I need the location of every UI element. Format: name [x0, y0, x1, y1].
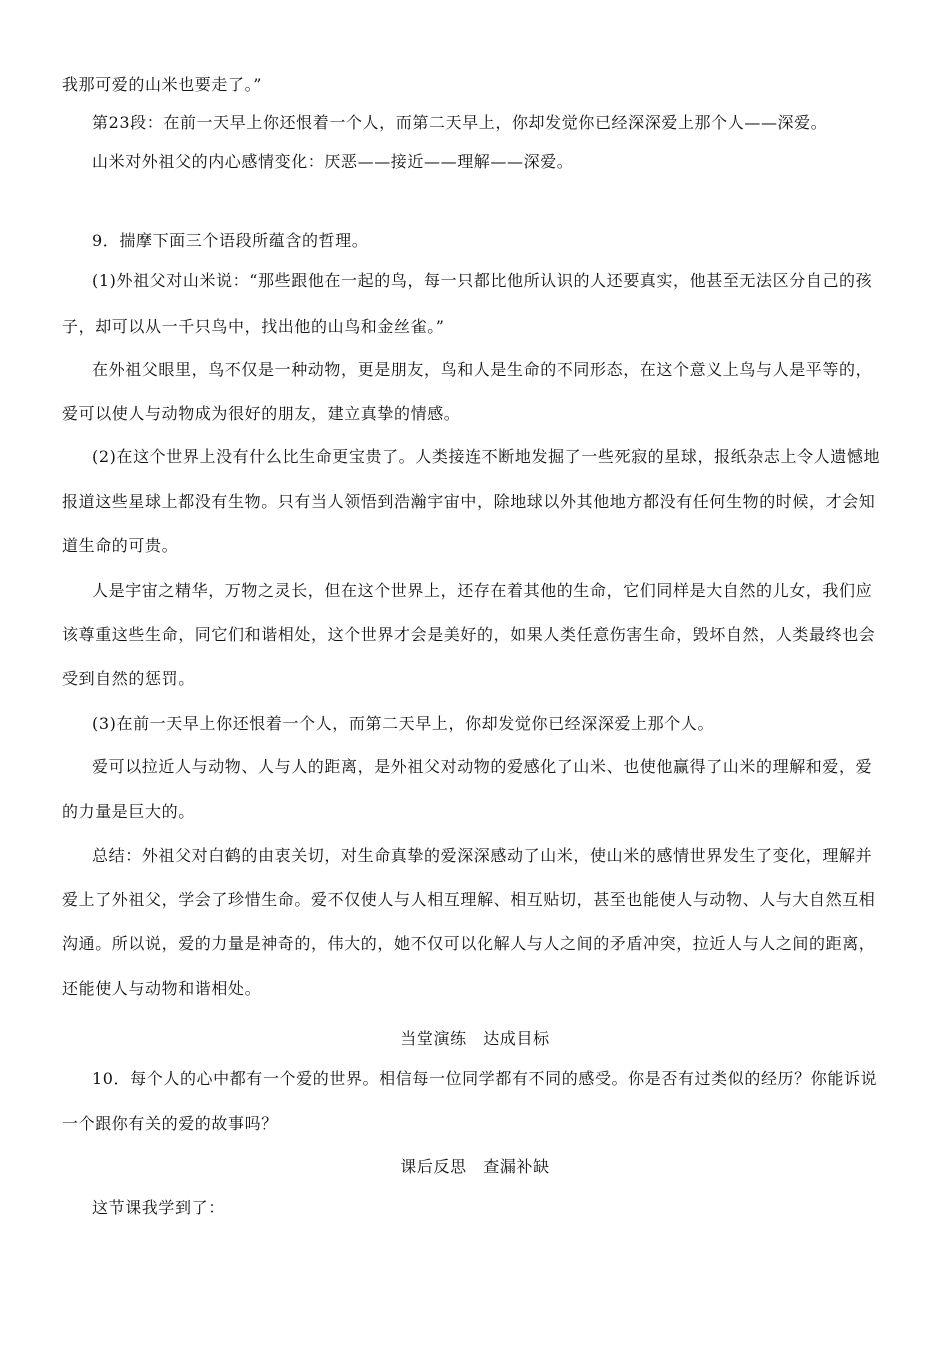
text-line: 受到自然的惩罚。: [62, 669, 195, 688]
text-line: 爱上了外祖父，学会了珍惜生命。爱不仅使人与人相互理解、相互贴切，甚至也能使人与动物、人与大自然互相: [62, 890, 876, 909]
text-line: (1)外祖父对山米说：“那些跟他在一起的鸟，每一只都比他所认识的人还要真实，他甚至无法区分自己的孩: [92, 271, 873, 290]
text-line: 的力量是巨大的。: [62, 802, 195, 821]
text-line: 道生命的可贵。: [62, 536, 179, 555]
text-line: 一个跟你有关的爱的故事吗？: [62, 1114, 278, 1133]
text-line: 该尊重这些生命，同它们和谐相处，这个世界才会是美好的，如果人类任意伤害生命，毁坏自然，人类最终也会: [62, 625, 876, 644]
text-line: 总结：外祖父对白鹤的由衷关切，对生命真挚的爱深深感动了山米，使山米的感情世界发生了变化，理解并: [92, 846, 873, 865]
text-line: 这节课我学到了：: [92, 1198, 225, 1217]
text-line: 山米对外祖父的内心感情变化：厌恶——接近——理解——深爱。: [92, 152, 574, 171]
question-10: 10．每个人的心中都有一个爱的世界。相信每一位同学都有不同的感受。你是否有过类似的经历？你能诉说: [92, 1069, 878, 1088]
text-line: 沟通。所以说，爱的力量是神奇的，伟大的，她不仅可以化解人与人之间的矛盾冲突，拉近人与人之间的距离，: [62, 934, 876, 953]
text-line: 报道这些星球上都没有生物。只有当人领悟到浩瀚宇宙中，除地球以外其他地方都没有任何生物的时候，才会知: [62, 492, 876, 511]
question-9: 9．揣摩下面三个语段所蕴含的哲理。: [92, 231, 369, 250]
text-line: 还能使人与动物和谐相处。: [62, 979, 262, 998]
section-heading: 课后反思 查漏补缺: [400, 1157, 550, 1176]
text-line: (2)在这个世界上没有什么比生命更宝贵了。人类接连不断地发掘了一些死寂的星球，报纸杂志上令人遗憾地: [92, 447, 881, 466]
text-line: (3)在前一天早上你还恨着一个人，而第二天早上，你却发觉你已经深深爱上那个人。: [92, 714, 715, 733]
text-line: 子，却可以从一千只鸟中，找出他的山鸟和金丝雀。”: [62, 317, 445, 336]
text-line: 人是宇宙之精华，万物之灵长，但在这个世界上，还存在着其他的生命，它们同样是大自然的儿女，我们应: [92, 581, 873, 600]
text-line: 我那可爱的山米也要走了。”: [62, 75, 262, 94]
text-line: 爱可以使人与动物成为很好的朋友，建立真挚的情感。: [62, 404, 461, 423]
text-line: 第23段：在前一天早上你还恨着一个人，而第二天早上，你却发觉你已经深深爱上那个人——深爱。: [92, 113, 828, 132]
text-line: 在外祖父眼里，鸟不仅是一种动物，更是朋友，鸟和人是生命的不同形态，在这个意义上鸟与人是平等的，: [92, 360, 873, 379]
section-heading: 当堂演练 达成目标: [400, 1029, 550, 1048]
text-line: 爱可以拉近人与动物、人与人的距离，是外祖父对动物的爱感化了山米、也使他赢得了山米的理解和爱，爱: [92, 757, 873, 776]
